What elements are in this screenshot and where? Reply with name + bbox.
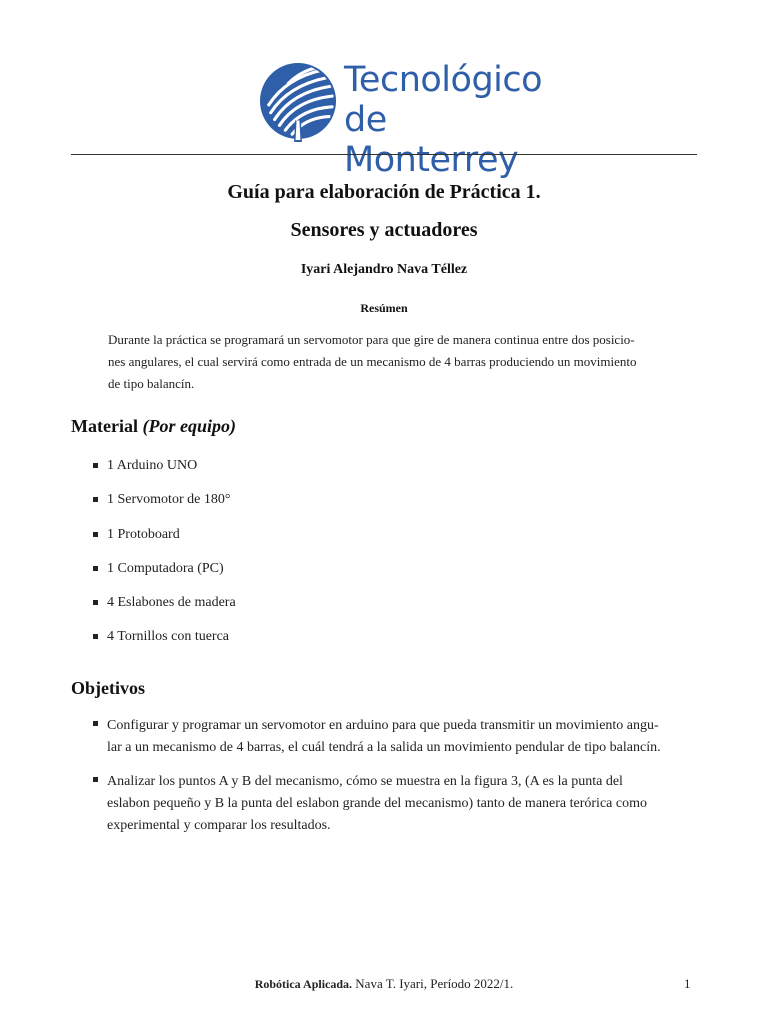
bullet-icon <box>93 532 98 537</box>
footer-course: Robótica Aplicada. <box>254 977 353 991</box>
list-item <box>93 594 593 628</box>
abstract-heading: Resúmen <box>360 301 408 315</box>
list-item-text: 1 Servomotor de 180° <box>107 492 231 508</box>
material-list <box>93 457 593 663</box>
page-footer <box>0 976 768 992</box>
objectives-heading: Objetivos <box>71 678 145 698</box>
page-number: 1 <box>684 976 691 991</box>
material-heading-label: Material <box>71 416 138 436</box>
material-heading <box>71 416 236 437</box>
logo-wordmark <box>344 60 569 180</box>
abstract-line: Durante la práctica se programará un servomotor para que gire de manera continua entre dos posicio- <box>108 332 635 347</box>
bullet-icon <box>93 634 98 639</box>
document-title: Guía para elaboración de Práctica 1. <box>227 181 541 203</box>
bullet-icon <box>93 463 98 468</box>
list-item <box>93 771 697 837</box>
logo-line-2: de Monterrey <box>344 100 519 180</box>
list-item-text: 4 Tornillos con tuerca <box>107 629 230 645</box>
material-heading-note: (Por equipo) <box>142 416 236 436</box>
objective-line: Analizar los puntos A y B del mecanismo, cómo se muestra en la figura 3, (A es la punta del <box>107 774 623 789</box>
abstract-text <box>108 329 660 395</box>
list-item <box>93 715 697 759</box>
bullet-icon <box>93 600 98 605</box>
objective-line: lar a un mecanismo de 4 barras, el cuál tendrá a la salida un movimiento pendular de tipo balancín. <box>107 740 661 755</box>
objectives-list <box>93 715 697 849</box>
abstract-line: de tipo balancín. <box>108 376 195 391</box>
list-item-text: 1 Computadora (PC) <box>107 560 224 576</box>
list-item-text: 1 Protoboard <box>107 526 180 542</box>
bullet-icon <box>93 566 98 571</box>
tec-monterrey-seal-icon <box>259 60 337 142</box>
institution-logo <box>259 60 569 180</box>
logo-line-1: Tecnológico <box>344 60 543 100</box>
author-name: Iyari Alejandro Nava Téllez <box>300 262 468 277</box>
list-item-text: 4 Eslabones de madera <box>107 595 236 611</box>
list-item <box>93 491 593 525</box>
objective-line: experimental y comparar los resultados. <box>107 818 331 833</box>
bullet-icon <box>93 497 98 502</box>
list-item <box>93 457 593 491</box>
header-divider <box>71 154 697 155</box>
list-item <box>93 560 593 594</box>
objective-line: Configurar y programar un servomotor en arduino para que pueda transmitir un movimiento angu- <box>107 718 659 733</box>
list-item-text: 1 Arduino UNO <box>107 458 198 473</box>
list-item <box>93 628 593 662</box>
document-subtitle: Sensores y actuadores <box>290 219 478 241</box>
list-item <box>93 526 593 560</box>
footer-text: Nava T. Iyari, Período 2022/1. <box>355 976 514 991</box>
bullet-icon <box>93 721 98 726</box>
objective-line: eslabon pequeño y B la punta del eslabon grande del mecanismo) tanto de manera terórica como <box>107 796 647 811</box>
abstract-line: nes angulares, el cual servirá como entrada de un mecanismo de 4 barras produciendo un movimiento <box>108 354 637 369</box>
bullet-icon <box>93 777 98 782</box>
